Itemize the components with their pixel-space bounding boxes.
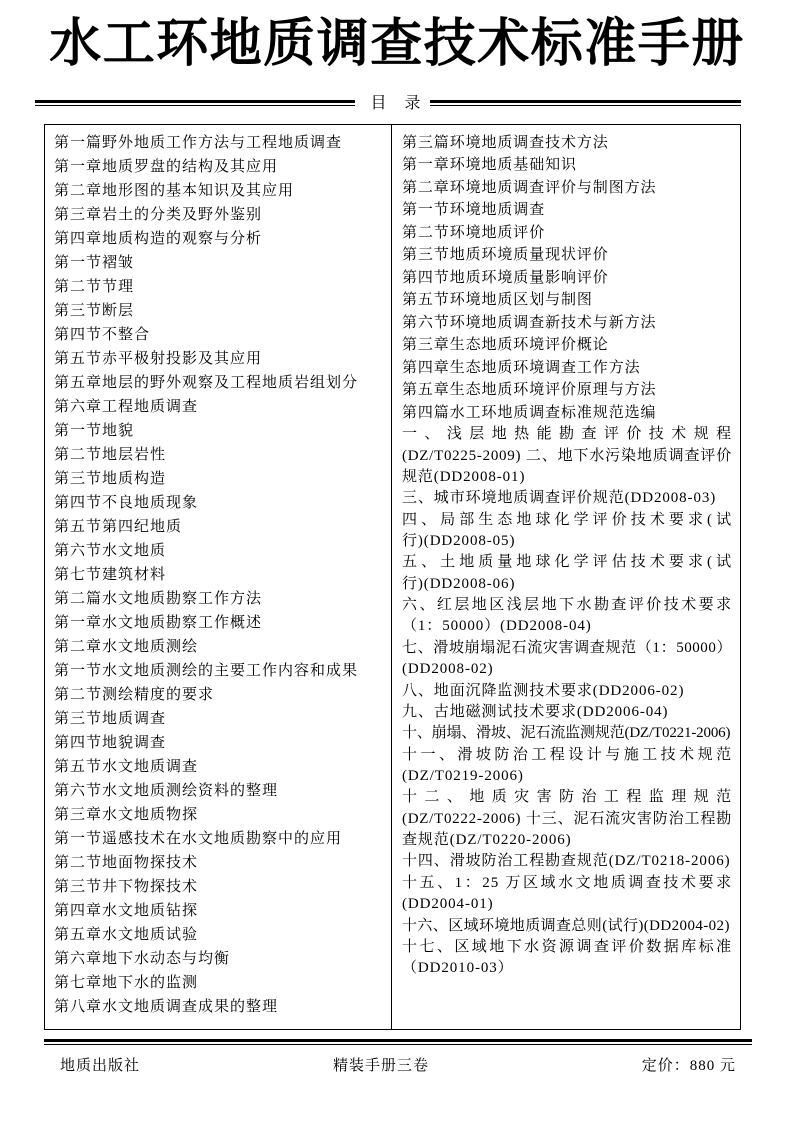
toc-standard-entry	[402, 873, 732, 916]
toc-standard-entry	[402, 552, 732, 595]
toc-entry-line: 三、城市环境地质调查评价规范(DD2008-03)	[402, 490, 717, 507]
toc-entry-line: 一、浅层地热能勘查评价技术规程	[402, 426, 732, 443]
toc-entry: 第一章水文地质勘察工作概述	[54, 615, 263, 631]
toc-entry: 第四章地质构造的观察与分析	[54, 231, 263, 247]
toc-entry-line: 六、红层地区浅层地下水勘查评价技术要求	[402, 597, 732, 614]
toc-entry: 第二章地形图的基本知识及其应用	[54, 183, 295, 199]
toc-entry: 第三章生态地质环境评价概论	[402, 337, 609, 354]
toc-entry-line: 十四、滑坡防治工程勘查规范(DZ/T0218-2006)	[402, 853, 731, 870]
toc-entry-line: 四、局部生态地球化学评价技术要求(试	[402, 511, 732, 528]
toc-entry: 第四章水文地质钻探	[54, 903, 199, 919]
toc-entry-line: (DD2008-02)	[402, 661, 494, 678]
toc-standard-entry	[402, 488, 732, 509]
toc-entry-line: 十二、地质灾害防治工程监理规范	[402, 789, 732, 806]
toc-entry: 第四章生态地质环境调查工作方法	[402, 359, 641, 376]
toc-entry-line: 九、古地磁测试技术要求(DD2006-04)	[402, 703, 669, 720]
toc-column-left	[45, 125, 392, 1029]
toc-standard-entry	[402, 916, 732, 937]
toc-entry: 第一章地质罗盘的结构及其应用	[54, 159, 279, 175]
toc-entry: 第八章水文地质调查成果的整理	[54, 999, 279, 1015]
toc-column-right	[392, 125, 740, 1029]
footer-publisher: 地质出版社	[60, 1058, 141, 1074]
toc-entry: 第六章地下水动态与均衡	[54, 951, 231, 967]
toc-entry: 第一节遥感技术在水文地质勘察中的应用	[54, 831, 343, 847]
toc-entry: 第二节地面物探技术	[54, 855, 199, 871]
toc-entry: 第四节不良地质现象	[54, 495, 199, 511]
toc-entry: 第六节水文地质	[54, 543, 167, 559]
toc-standard-entry	[402, 937, 732, 980]
toc-entry: 第五节第四纪地质	[54, 519, 183, 535]
toc-entry: 第六节水文地质测绘资料的整理	[54, 783, 279, 799]
toc-entry: 第二节节理	[54, 279, 135, 295]
footer-price: 定价：880 元	[641, 1058, 736, 1074]
toc-entry-line: (DD2004-01)	[402, 896, 494, 913]
toc-standard-entry	[402, 702, 732, 723]
toc-entry: 第一节水文地质测绘的主要工作内容和成果	[54, 663, 359, 679]
toc-entry-line: 行)(DD2008-05)	[402, 533, 516, 550]
toc-entry-line: (DZ/T0225-2009) 二、地下水污染地质调查评价	[402, 447, 732, 464]
toc-entry: 第一节褶皱	[54, 255, 135, 271]
toc-entry-line: （1：50000）(DD2008-04)	[402, 618, 592, 635]
toc-standard-entry	[402, 681, 732, 702]
toc-entry-line: 八、地面沉降监测技术要求(DD2006-02)	[402, 682, 685, 699]
toc-entry: 第三节地质调查	[54, 711, 167, 727]
toc-entry: 第二节测绘精度的要求	[54, 687, 215, 703]
toc-entry: 第二节地层岩性	[54, 447, 167, 463]
toc-entry: 第三节断层	[54, 303, 135, 319]
toc-entry-line: 十一、滑坡防治工程设计与施工技术规范	[402, 746, 732, 763]
toc-standard-entry	[402, 787, 732, 851]
toc-entry-line: 十五、1：25 万区域水文地质调查技术要求	[402, 874, 732, 891]
toc-entry: 第四节不整合	[54, 327, 151, 343]
toc-entry: 第三节井下物探技术	[54, 879, 199, 895]
footer-edition: 精装手册三卷	[333, 1058, 430, 1074]
toc-entry: 第二章水文地质测绘	[54, 639, 199, 655]
toc-heading-rule-left	[35, 100, 355, 103]
toc-entry-line: 七、滑坡崩塌泥石流灾害调查规范（1：50000）	[402, 639, 732, 656]
toc-entry: 第五章地层的野外观察及工程地质岩组划分	[54, 375, 359, 391]
toc-standard-entry	[402, 510, 732, 553]
toc-entry: 第一节地貌	[54, 423, 135, 439]
toc-standard-entry	[402, 424, 732, 488]
toc-entry: 第三节地质构造	[54, 471, 167, 487]
toc-entry-line: 五、土地质量地球化学评估技术要求(试	[402, 554, 732, 571]
toc-part-three-list	[402, 132, 732, 425]
toc-entry-line: 十七、区域地下水资源调查评价数据库标准	[402, 938, 732, 955]
toc-standard-entry	[402, 851, 732, 872]
toc-entry: 第一篇野外地质工作方法与工程地质调查	[54, 135, 343, 151]
toc-entry: 第一章环境地质基础知识	[402, 157, 577, 174]
toc-entry: 第三章水文地质物探	[54, 807, 199, 823]
toc-entry: 第四节地貌调查	[54, 735, 167, 751]
toc-entry: 第五节环境地质区划与制图	[402, 292, 593, 309]
toc-heading-rule-right	[430, 100, 741, 103]
toc-standard-entry	[402, 595, 732, 638]
toc-entry: 第五章水文地质试验	[54, 927, 199, 943]
toc-entry: 第六章工程地质调查	[54, 399, 199, 415]
page-title: 水工环地质调查技术标准手册	[49, 14, 745, 74]
toc-entry-line: 行)(DD2008-06)	[402, 575, 516, 592]
toc-entry: 第一节环境地质调查	[402, 202, 546, 219]
toc-entry: 第三节地质环境质量现状评价	[402, 247, 609, 264]
toc-box	[44, 124, 741, 1030]
toc-entry-line: 十、崩塌、滑坡、泥石流监测规范(DZ/T0221-2006)	[402, 725, 731, 742]
toc-heading: 目 录	[370, 95, 428, 112]
toc-standard-entry	[402, 723, 732, 744]
toc-entry: 第七节建筑材料	[54, 567, 167, 583]
toc-entry: 第三章岩土的分类及野外鉴别	[54, 207, 263, 223]
toc-entry: 第七章地下水的监测	[54, 975, 199, 991]
toc-standard-entry	[402, 638, 732, 681]
toc-entry: 第三篇环境地质调查技术方法	[402, 134, 609, 151]
toc-entry: 第二篇水文地质勘察工作方法	[54, 591, 263, 607]
toc-entry-line: （DD2010-03）	[402, 960, 514, 977]
toc-entry: 第四篇水工环地质调查标准规范选编	[402, 404, 657, 421]
toc-entry-line: 查规范(DZ/T0220-2006)	[402, 832, 572, 849]
toc-entry: 第六节环境地质调查新技术与新方法	[402, 314, 657, 331]
toc-entry-line: 规范(DD2008-01)	[402, 468, 526, 485]
toc-standards-list	[402, 424, 732, 979]
toc-entry: 第二节环境地质评价	[402, 224, 546, 241]
toc-entry-line: (DZ/T0219-2006)	[402, 768, 524, 784]
toc-entry: 第五节赤平极射投影及其应用	[54, 351, 263, 367]
toc-entry: 第五节水文地质调查	[54, 759, 199, 775]
toc-entry: 第四节地质环境质量影响评价	[402, 269, 609, 286]
toc-entry-line: 十六、区域环境地质调查总则(试行)(DD2004-02)	[402, 917, 730, 934]
footer-rule	[44, 1039, 752, 1042]
toc-standard-entry	[402, 745, 732, 788]
toc-entry: 第二章环境地质调查评价与制图方法	[402, 179, 657, 196]
toc-entry: 第五章生态地质环境评价原理与方法	[402, 382, 657, 399]
toc-entry-line: (DZ/T0222-2006) 十三、泥石流灾害防治工程勘	[402, 810, 732, 827]
